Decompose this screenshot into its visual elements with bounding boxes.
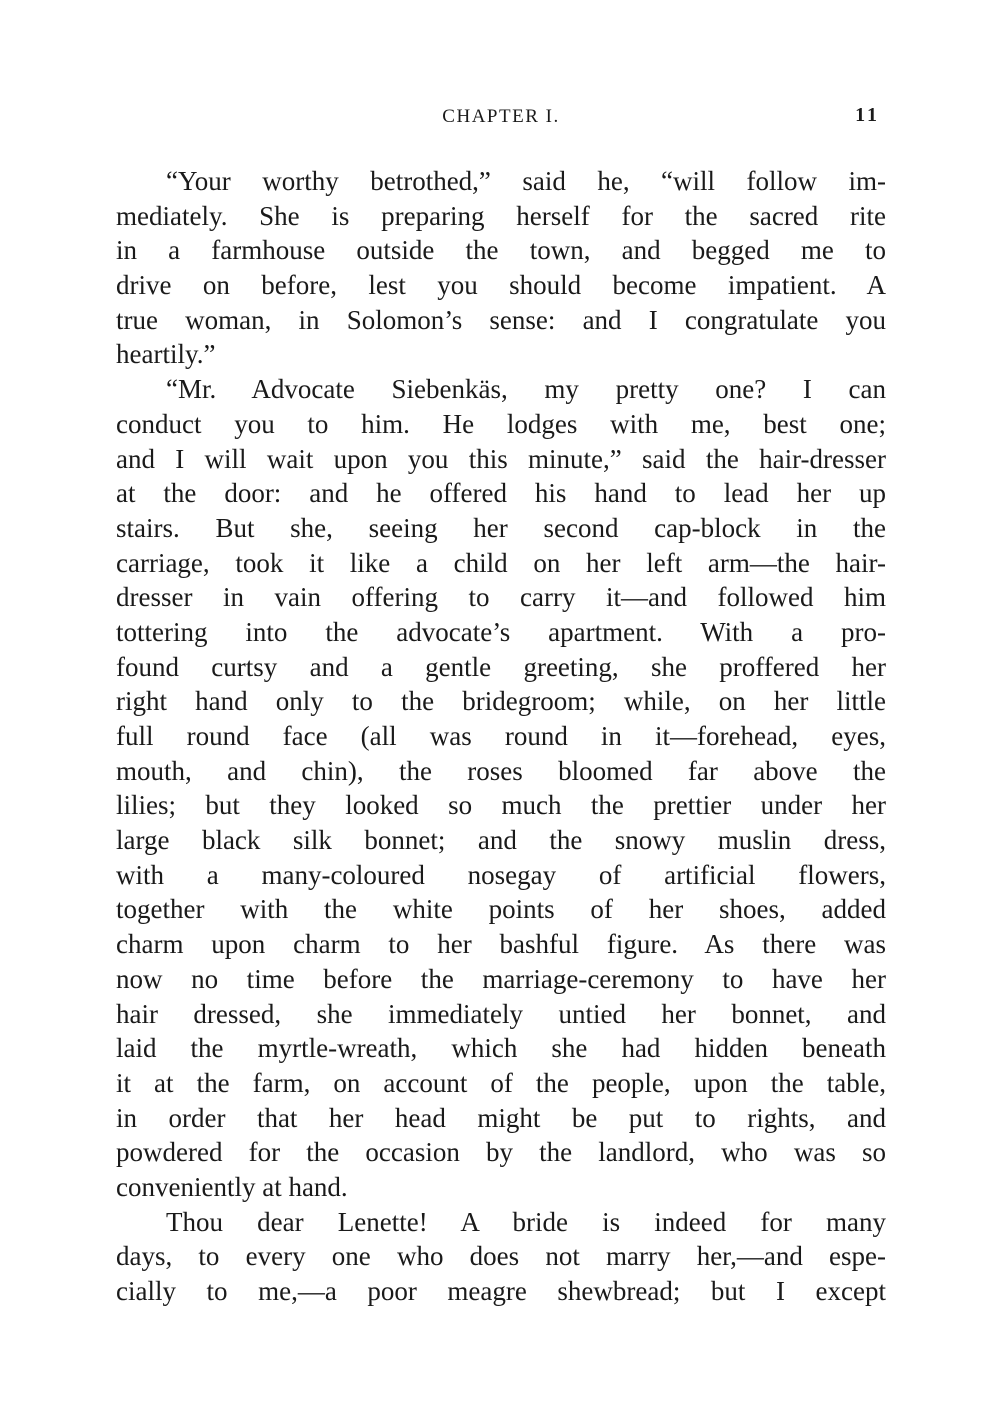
- text-line: cially to me,—a poor meagre shewbread; but I except: [116, 1276, 886, 1306]
- text-line: large black silk bonnet; and the snowy muslin dress,: [116, 825, 886, 856]
- text-line: found curtsy and a gentle greeting, she proffered her: [116, 651, 886, 682]
- text-line: conduct you to him. He lodges with me, best one;: [116, 408, 886, 439]
- text-line: days, to every one who does not marry her,—and espe-: [116, 1241, 886, 1272]
- page-number: 11: [855, 104, 880, 126]
- text-line: it at the farm, on account of the people, upon the table,: [116, 1067, 886, 1098]
- text-line: drive on before, lest you should become impatient. A: [116, 270, 886, 301]
- text-line: at the door: and he offered his hand to lead her up: [116, 478, 886, 509]
- text-line: Thou dear Lenette! A bride is indeed for many: [166, 1206, 886, 1237]
- text-line: now no time before the marriage-ceremony to have her: [116, 963, 886, 994]
- text-line: powdered for the occasion by the landlord, who was so: [116, 1137, 886, 1168]
- text-line: mouth, and chin), the roses bloomed far above the: [116, 755, 886, 786]
- text-line: with a many-coloured nosegay of artificial flowers,: [116, 859, 886, 890]
- text-line: conveniently at hand.: [116, 1171, 348, 1202]
- text-line: true woman, in Solomon’s sense: and I congratulate you: [116, 304, 886, 335]
- text-line: laid the myrtle-wreath, which she had hidden beneath: [116, 1033, 886, 1064]
- text-line: in a farmhouse outside the town, and begged me to: [116, 235, 886, 266]
- body-text: [116, 164, 886, 1309]
- running-head: [116, 102, 886, 132]
- text-line: “Your worthy betrothed,” said he, “will follow im-: [166, 166, 886, 196]
- paragraph-1: [116, 164, 886, 372]
- text-line: heartily.”: [116, 339, 216, 370]
- text-line: tottering into the advocate’s apartment. With a pro-: [116, 616, 886, 647]
- text-line: in order that her head might be put to rights, and: [116, 1102, 886, 1133]
- text-line: dresser in vain offering to carry it—and followed him: [116, 582, 886, 613]
- text-line: mediately. She is preparing herself for the sacred rite: [116, 200, 886, 231]
- text-line: lilies; but they looked so much the prettier under her: [116, 790, 886, 821]
- text-line: hair dressed, she immediately untied her bonnet, and: [116, 998, 886, 1029]
- text-line: together with the white points of her shoes, added: [116, 894, 886, 925]
- text-line: carriage, took it like a child on her left arm—the hair-: [116, 547, 886, 578]
- text-line: stairs. But she, seeing her second cap-block in the: [116, 512, 886, 543]
- text-line: full round face (all was round in it—forehead, eyes,: [116, 721, 886, 751]
- text-line: charm upon charm to her bashful figure. As there was: [116, 929, 886, 960]
- paragraph-3: [116, 1205, 886, 1309]
- text-line: “Mr. Advocate Siebenkäs, my pretty one? I can: [166, 374, 886, 405]
- chapter-title: CHAPTER I.: [442, 106, 560, 127]
- text-line: and I will wait upon you this minute,” said the hair-dresser: [116, 443, 886, 474]
- text-line: right hand only to the bridegroom; while, on her little: [116, 686, 886, 717]
- paragraph-2: [116, 372, 886, 1205]
